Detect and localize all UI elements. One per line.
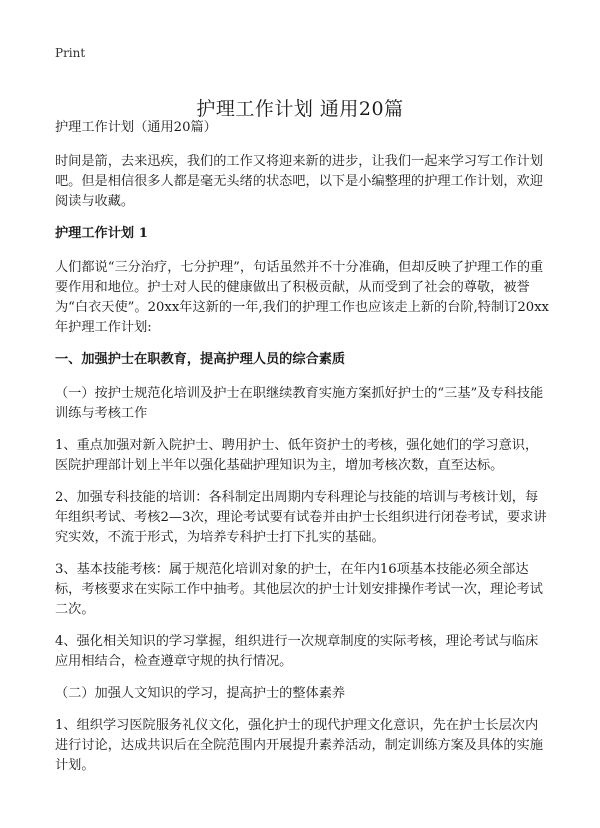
list-item: 4、强化相关知识的学习掌握，组织进行一次规章制度的实际考核，理论考试与临床应用相结合，检查遵章守规的执行情况。 <box>55 634 539 669</box>
subsection-heading-1: （一）按护士规范化培训及护士在职继续教育实施方案抓好护士的“三基”及专科技能训练与考核工作 <box>55 386 544 421</box>
list-item: 1、组织学习医院服务礼仪文化，强化护士的现代护理文化意识，先在护士长层次内进行讨论，达成共识后在全院范围内开展提升素养活动，制定训练方案及具体的实施计划。 <box>55 718 543 773</box>
section-heading-1: 一、加强护士在职教育，提高护理人员的综合素质 <box>55 352 346 367</box>
document-body <box>55 118 550 788</box>
plan-intro-paragraph: 人们都说“三分治疗，七分护理”，句话虽然并不十分准确，但却反映了护理工作的重要作用和地位。护士对人民的健康做出了积极贡献，从而受到了社会的尊敬，被誉为“白衣天使”。20xx年这新的一年,我们的护理工作也应该走上新的台阶,特制订20xx年护理工作计划: <box>55 260 549 335</box>
print-link[interactable]: Print <box>55 46 86 60</box>
subsection-heading-2: （二）加强人文知识的学习，提高护士的整体素养 <box>55 686 346 701</box>
document-subtitle: 护理工作计划（通用20篇） <box>55 120 217 135</box>
list-item: 2、加强专科技能的培训：各科制定出周期内专科理论与技能的培训与考核计划，每年组织考试、考核2—3次，理论考试要有试卷并由护士长组织进行闭卷考试，要求讲究实效，不流于形式，为培养专科护士打下扎实的基础。 <box>55 490 547 545</box>
page-title: 护理工作计划 通用20篇 <box>196 97 404 120</box>
list-item: 3、基本技能考核：属于规范化培训对象的护士，在年内16项基本技能必须全部达标，考核要求在实际工作中抽考。其他层次的护士计划安排操作考试一次，理论考试二次。 <box>55 562 543 617</box>
intro-paragraph: 时间是箭，去来迅疾，我们的工作又将迎来新的进步，让我们一起来学习写工作计划吧。但是相信很多人都是毫无头绪的状态吧，以下是小编整理的护理工作计划，欢迎阅读与收藏。 <box>55 154 543 209</box>
plan-heading: 护理工作计划 1 <box>55 226 148 241</box>
list-item: 1、重点加强对新入院护士、聘用护士、低年资护士的考核，强化她们的学习意识，医院护理部计划上半年以强化基础护理知识为主，增加考核次数，直至达标。 <box>55 438 539 473</box>
